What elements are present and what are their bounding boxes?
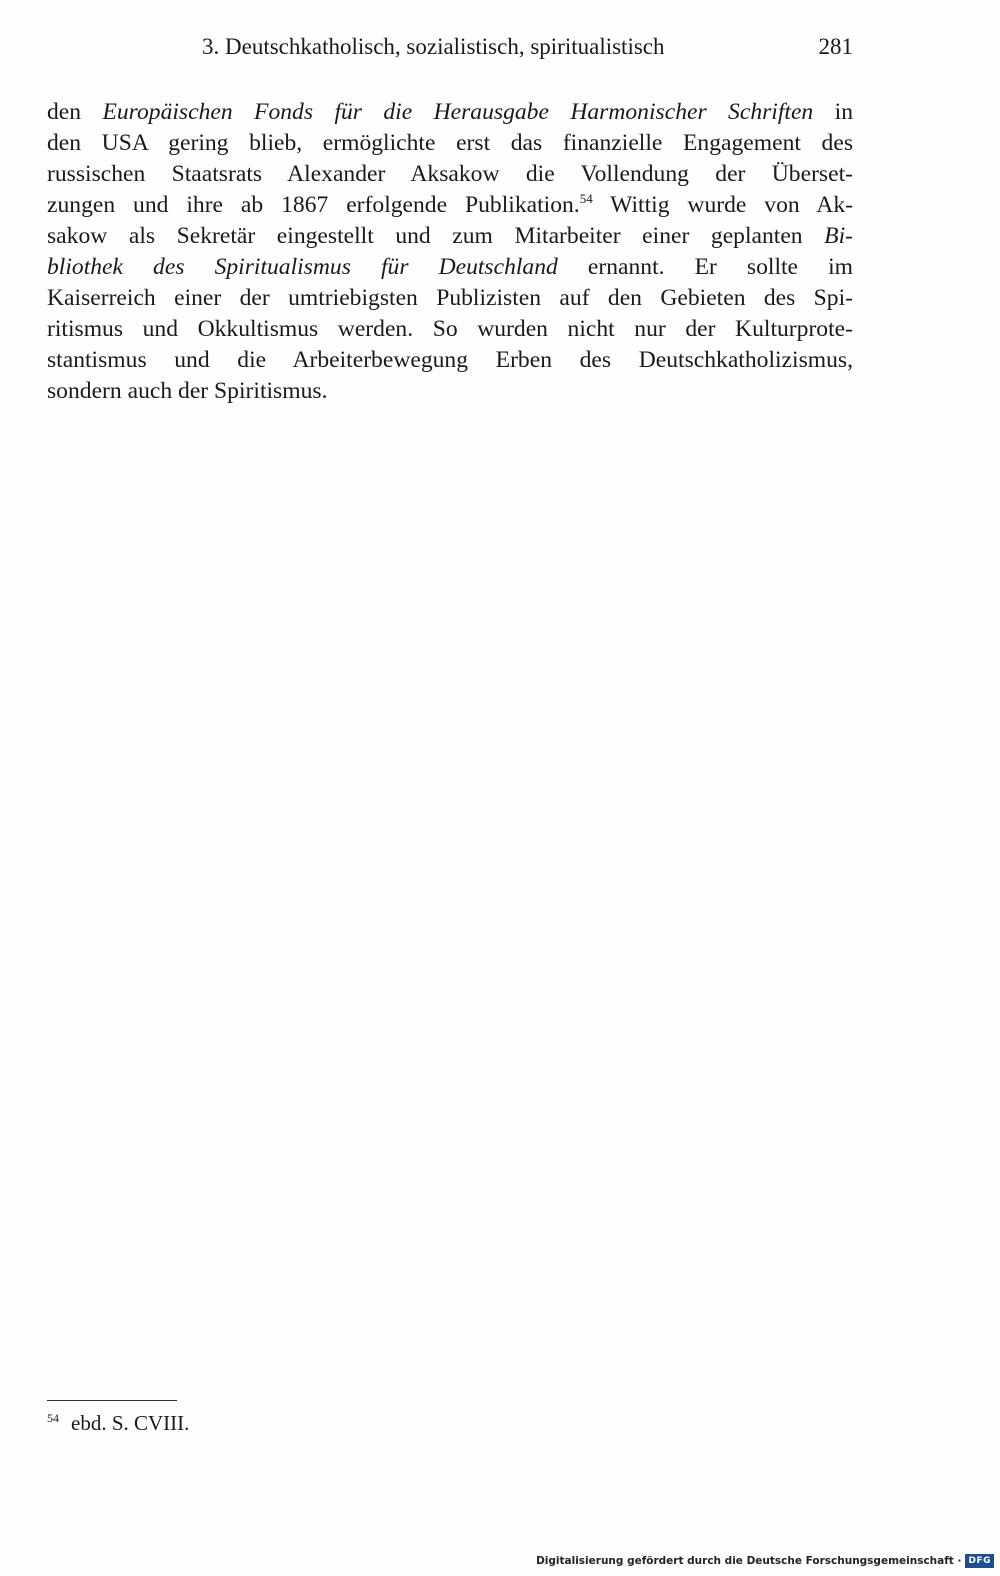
chapter-running-title: 3. Deutschkatholisch, sozialistisch, spiritualistisch bbox=[202, 34, 665, 59]
footnote-text: ebd. S. CVIII. bbox=[71, 1411, 190, 1435]
italic-title: Bi- bbox=[824, 223, 853, 249]
text-line bbox=[47, 128, 853, 159]
page-number: 281 bbox=[818, 34, 853, 59]
text-run: stantismus und die Arbeiterbewegung Erben des Deutschkatholizismus, bbox=[47, 347, 853, 373]
text-run: sakow als Sekretär eingestellt und zum Mitarbeiter einer geplanten bbox=[47, 223, 825, 249]
text-run: ernannt. Er sollte im bbox=[557, 254, 853, 280]
text-line bbox=[47, 376, 853, 407]
text-line bbox=[47, 97, 853, 128]
italic-title: Europäischen Fonds für die Herausgabe Harmonischer Schriften bbox=[102, 99, 814, 125]
text-run: den USA gering blieb, ermöglichte erst das finanzielle Engagement des bbox=[47, 130, 853, 156]
text-line bbox=[47, 190, 853, 221]
text-run: in bbox=[813, 99, 853, 125]
running-head bbox=[47, 30, 853, 64]
text-line bbox=[47, 314, 853, 345]
digitization-credit bbox=[536, 1552, 994, 1570]
text-line bbox=[47, 283, 853, 314]
digitization-credit-text: Digitalisierung gefördert durch die Deutsche Forschungsgemeinschaft · bbox=[536, 1555, 962, 1567]
footnote bbox=[47, 1408, 547, 1438]
text-line bbox=[47, 221, 853, 252]
text-run: sondern auch der Spiritismus. bbox=[47, 378, 328, 404]
text-run: Wittig wurde von Ak- bbox=[592, 192, 853, 218]
text-line bbox=[47, 159, 853, 190]
text-run: ritismus und Okkultismus werden. So wurden nicht nur der Kulturprote- bbox=[47, 316, 853, 342]
body-paragraph bbox=[47, 97, 853, 407]
footnote-reference: 54 bbox=[579, 191, 593, 206]
italic-title: bliothek des Spiritualismus für Deutschland bbox=[47, 254, 558, 280]
text-run: den bbox=[47, 99, 103, 125]
text-run: russischen Staatsrats Alexander Aksakow die Vollendung der Überset- bbox=[47, 161, 853, 187]
footnote-separator bbox=[47, 1400, 177, 1401]
text-line bbox=[47, 345, 853, 376]
dfg-logo: DFG bbox=[965, 1554, 994, 1568]
text-line bbox=[47, 252, 853, 283]
text-run: zungen und ihre ab 1867 erfolgende Publikation. bbox=[47, 192, 580, 218]
text-run: Kaiserreich einer der umtriebigsten Publizisten auf den Gebieten des Spi- bbox=[47, 285, 853, 311]
footnote-number: 54 bbox=[47, 1411, 59, 1425]
